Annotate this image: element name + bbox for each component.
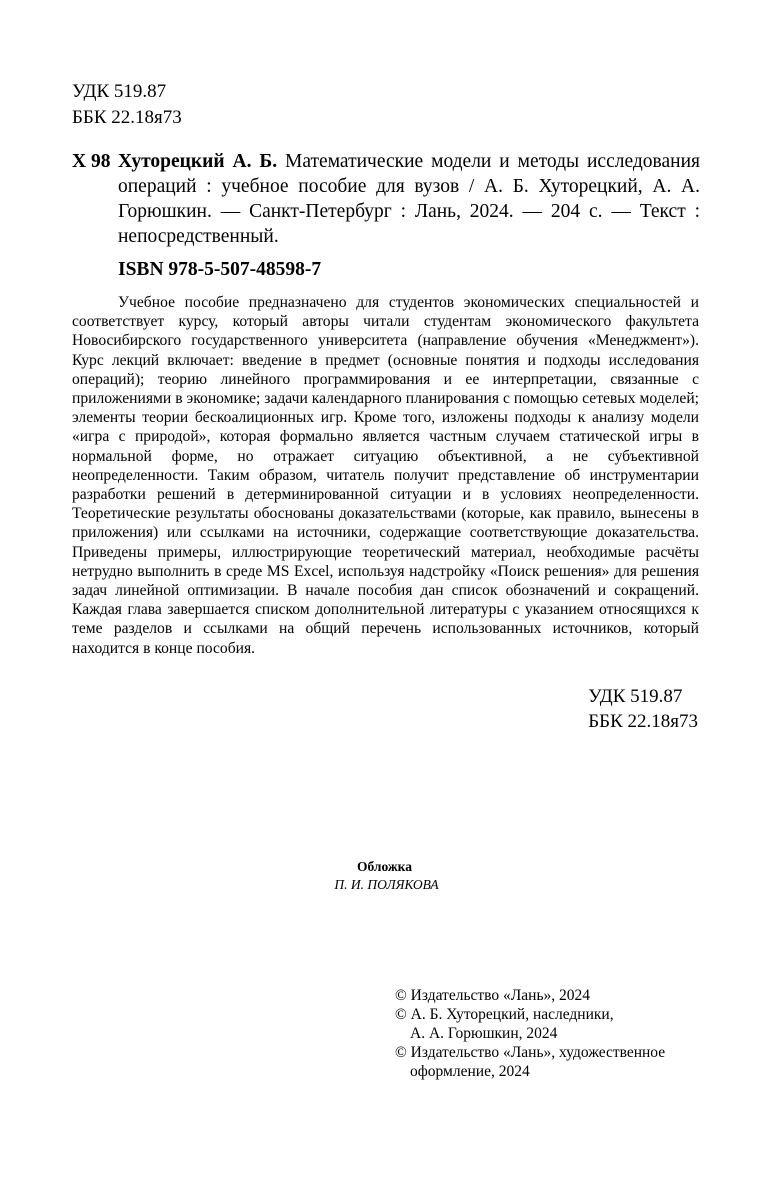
lead-author: Хуторецкий А. Б.: [118, 151, 278, 172]
classification-codes-bottom: [588, 684, 698, 734]
bbk-code: ББК 22.18я73: [588, 711, 698, 732]
udk-code: УДК 519.87: [588, 686, 683, 707]
description-text: Математические модели и методы исследования операций : учебное пособие для вузов / А. Б. Хуторецкий, А. А. Горюшкин. — Санкт-Петербург : Лань, 2024. — 204 с. — Текст : непосредственный.: [118, 151, 700, 247]
author-mark: Х 98: [72, 151, 111, 172]
classification-codes-top: [72, 79, 182, 131]
cover-label: Обложка: [356, 859, 412, 874]
udk-code: УДК 519.87: [72, 81, 167, 102]
copyright-line: © Издательство «Лань», художественное: [395, 1044, 666, 1061]
abstract: Учебное пособие предназначено для студентов экономических специальностей и соответствует курсу, который авторы читали студентам экономического факультета Новосибирского государственного университета (направление обучения «Менеджмент»). Курс лекций включает: введение в предмет (основные понятия и подходы исследования операций); теорию линейного программирования и ее интерпретации, связанные с приложениями в экономике; задачи календарного планирования с помощью сетевых моделей; элементы теории бескоалиционных игр. Кроме того, изложены подходы к анализу модели «игра с природой», которая формально является частным случаем статической игры в нормальной форме, но отражает ситуацию объективной, а не субъективной неопределенности. Таким образом, читатель получит представление об инструментарии разработки решений в детерминированной ситуации и в условиях неопределенности. Теоретические результаты обоснованы доказательствами (которые, как правило, вынесены в приложения) или ссылками на источники, содержащие соответствующие доказательства. Приведены примеры, иллюстрирующие теоретический материал, необходимые расчёты нетрудно выполнить в среде MS Excel, используя надстройку «Поиск решения» для решения задач линейной оптимизации. В начале пособия дан список обозначений и сокращений. Каждая глава завершается списком дополнительной литературы с указанием относящихся к теме разделов и ссылками на общий перечень использованных источников, который находится в конце пособия.: [72, 294, 699, 657]
copyright-line: © А. Б. Хуторецкий, наследники,: [395, 1006, 614, 1023]
cover-credit: [0, 858, 769, 894]
bbk-code: ББК 22.18я73: [72, 107, 182, 128]
copyright-block: [395, 986, 665, 1081]
bibliographic-description: [118, 149, 700, 249]
bibliographic-record: [72, 149, 700, 249]
cover-designer: П. И. ПОЛЯКОВА: [334, 877, 439, 892]
copyright-line-continuation: оформление, 2024: [410, 1063, 530, 1080]
copyright-line: © Издательство «Лань», 2024: [395, 987, 591, 1004]
isbn: ISBN 978-5-507-48598-7: [118, 259, 322, 280]
copyright-line-continuation: А. А. Горюшкин, 2024: [410, 1025, 558, 1042]
